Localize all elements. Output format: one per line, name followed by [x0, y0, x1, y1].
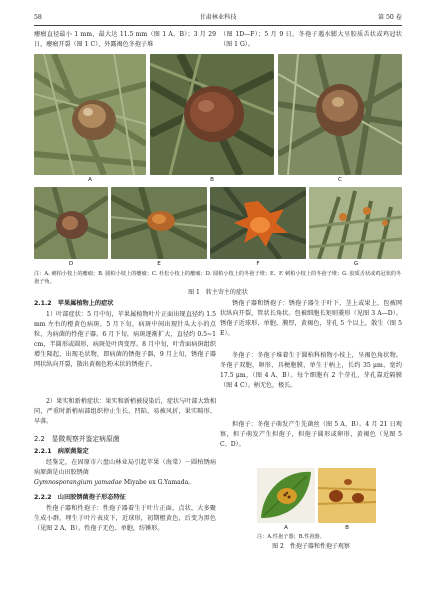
- heading-2-2-1: 2.2.1 病原菌鉴定: [34, 448, 89, 455]
- photo-2b-spermogonia-section: [318, 468, 376, 523]
- right-para-teliospores: 冬孢子：冬孢子堆着生于圆柏科植物小枝上，呈褐色角状物。冬孢子双胞，卵形，具梗胞膜，单生于柄上，长约 35 μm，宽约 17.5 μm，（图 4 A、B）。每个细胞有 2 个芽孔，芽孔靠近隔膜（图 4 C）。柄无色，极长。: [220, 352, 402, 389]
- left-para-identification: [34, 458, 216, 488]
- photo-1e-telia-on-branch: [111, 187, 207, 259]
- lead-text-left: 瘿瘤直径最小 1 mm，最大达 11.5 mm（图 1 A、B）；3 月 29 日，瘿瘤开裂（图 1 C），外露褐色冬孢子堆: [34, 31, 216, 48]
- photo-1a-juniper-gall: [34, 54, 146, 175]
- journal-title: 甘肃林业科技: [199, 14, 237, 21]
- heading-2-2-2: 2.2.2 山田胶锈菌孢子形态特征: [34, 494, 126, 501]
- right-para-basidiospores: 担孢子：冬孢子萌发产生先菌丝（图 5 A、B）。4 月 21 日观察，担子萌发产生担孢子，担孢子圆形或卵形，黄褐色（见图 5 C、D）。: [220, 421, 402, 448]
- panel-label-c: C: [338, 177, 342, 183]
- photo-1g-gelatinous-horns: [309, 187, 402, 259]
- figure2-note: 注：A.性孢子器；B.性孢器。: [257, 534, 325, 540]
- lead-text-right: （图 1D—F）；5 月 9 日，冬孢子遇水膨大呈胶质舌状或鸡冠状（图 1 G）。: [220, 31, 402, 48]
- left-para-leaf-symptoms: 1）叶部症状：5 月中旬，苹果属植物叶片正面出现直径约 1.5 mm 左右的橙黄色病斑，5 月下旬，病斑中间出现针头大小的点粒，为病菌的性孢子器。6 月下旬，病斑逐渐扩大，直径约 0.5~1 cm，半圆形或圆形，病斑处叶肉变厚。8 月中旬，叶背面病斑组织增生隆起，出现毛状物，即病菌的锈孢子器，9 月上旬，锈孢子器网状纵向开裂，散出黄褐色粉末状的锈孢子。: [34, 311, 216, 368]
- photo-1d-telial-horns: [34, 187, 108, 259]
- left-para-fruit-symptoms: 2）果实和新梢症状：果实和新梢被侵染后，症状与叶部大致相同，严重时新梢病部组织停止生长、凹陷，易被风折，果实畸形、早落。: [34, 398, 216, 425]
- figure1-note: 注：A. 刺柏小枝上的瘿瘤；B. 圆柏小枝上的瘿瘤；C. 杜松小枝上的瘿瘤；D. 圆柏小枝上的冬孢子堆；E、F. 刺柏小枝上的冬孢子堆；G. 胶质舌状或鸡冠状的冬孢子角。: [34, 271, 402, 285]
- photo-1f-orange-telial-mass: [210, 187, 306, 259]
- left-para-spermogonia: 性孢子器和性孢子：性孢子器着生于叶片正面，点状，大多聚生成小群，埋生于叶片表皮下，近球形，初期橙黄色，后变为黑色（见图 2 A、B）。性孢子无色、单胞，纺锤形。: [34, 505, 216, 532]
- panel-label-a: A: [88, 177, 92, 183]
- panel-label-e: E: [157, 261, 161, 267]
- figure1-caption: 图 1 转主寄主的症状: [188, 289, 248, 296]
- panel-label-d: D: [68, 261, 74, 267]
- figure2-caption: 图 2 性孢子器和性孢子观察: [272, 543, 350, 550]
- panel-label-b: B: [210, 177, 214, 183]
- volume-label: 第 50 卷: [377, 14, 402, 21]
- panel-label-f: F: [256, 261, 260, 267]
- heading-2-2: 2.2 显微观察并鉴定病原菌: [34, 435, 120, 443]
- heading-2-1-2: 2.1.2 苹果属植物上的症状: [34, 300, 114, 307]
- photo-2a-spermogonia-leaf: [257, 468, 315, 523]
- header-rule: [34, 25, 402, 26]
- fig2-label-a: A: [284, 525, 288, 531]
- photo-1c-juniperus-gall: [278, 54, 402, 175]
- running-header: [34, 12, 402, 24]
- photo-1b-sabina-gall: [150, 54, 274, 175]
- identification-text: 经鉴定，在固原市六盘山林业局引起苹果（海棠）－圆柏锈病病原菌是山田胶锈菌: [34, 459, 216, 476]
- fig2-label-b: B: [345, 525, 349, 531]
- species-name: Gymnosporangium yamadae: [34, 479, 122, 486]
- panel-label-g: G: [353, 261, 359, 267]
- page-number: 58: [34, 14, 42, 21]
- right-para-aecia: 锈孢子器和锈孢子：锈孢子器生于叶下、茎上或果上，包被网状纵向开裂，管状长角状。包被细胞长矩则菱形（见图 3 A—D）。锈孢子近球形，单胞，膜厚，黄褐色，芽孔 5 个以上，散生（图 5 E）。: [220, 300, 402, 337]
- species-authority: Miyabe ex G.Yamada。: [121, 479, 195, 486]
